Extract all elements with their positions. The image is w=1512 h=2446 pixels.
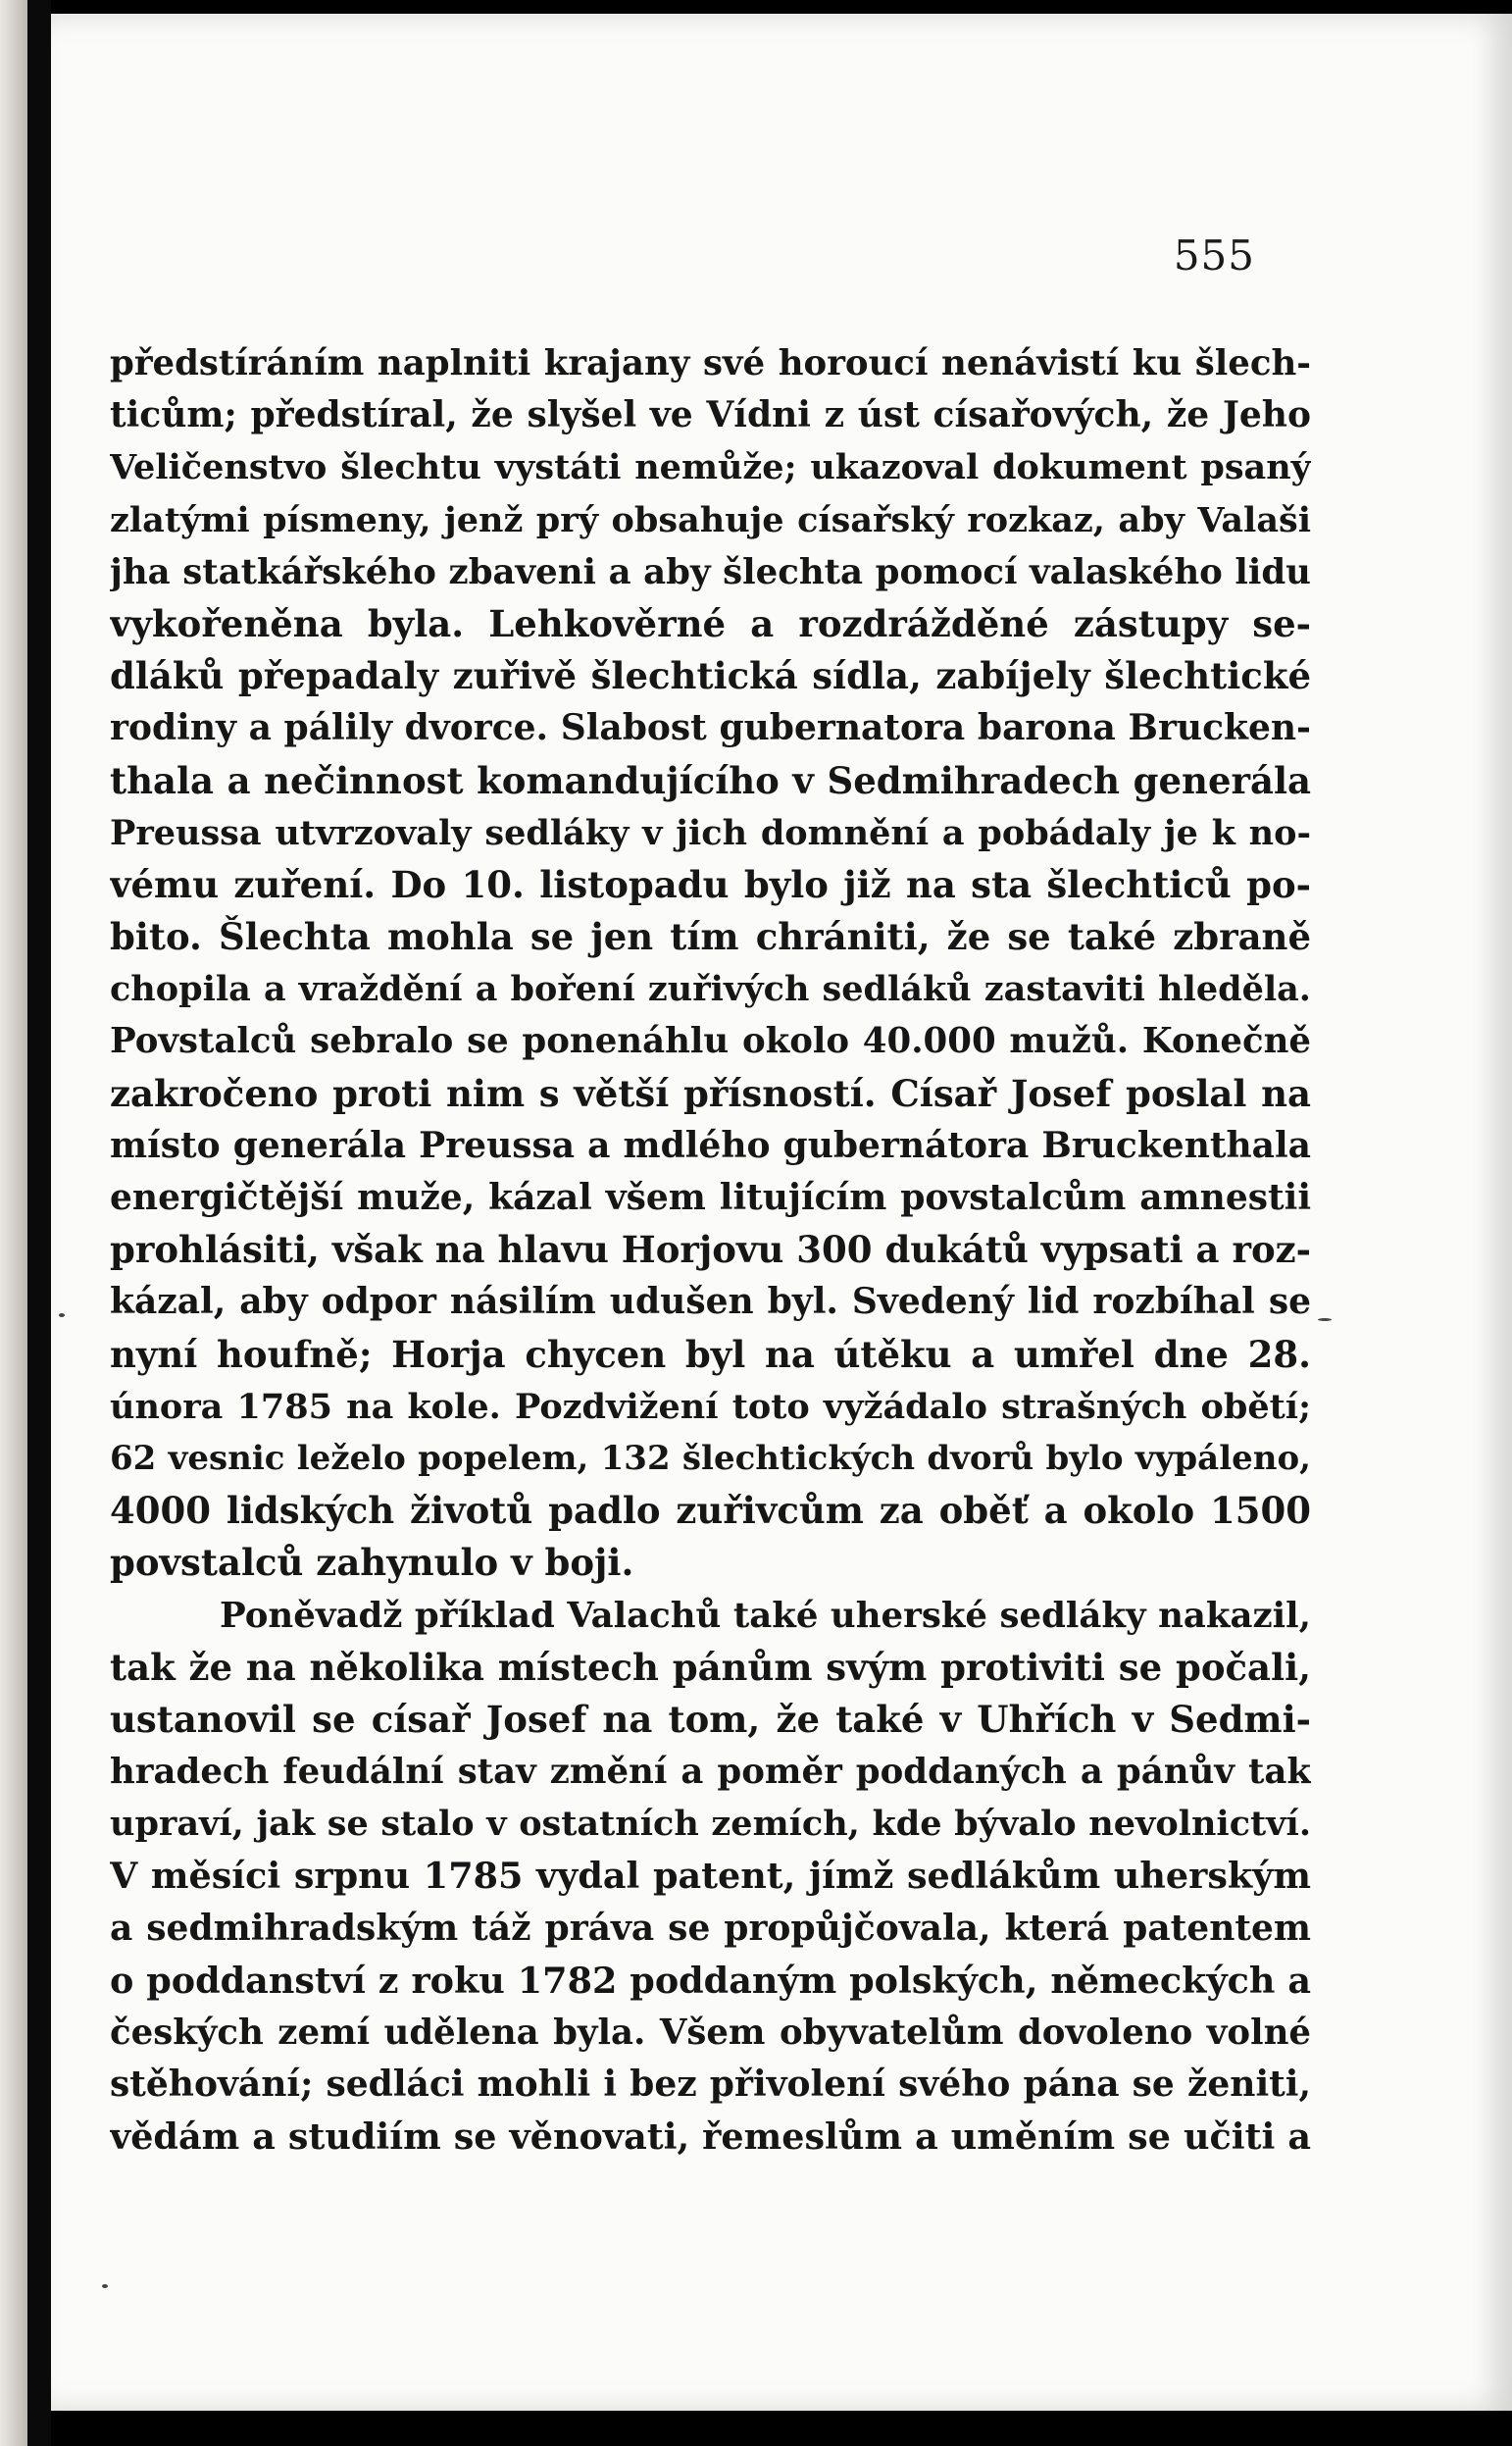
text-line: nyní houfně; Horja chycen byl na útěku a umřel dne 28. [110, 1332, 1311, 1376]
body-text [110, 337, 1311, 2164]
text-line: zakročeno proti nim s větší přísností. Císař Josef poslal na [110, 1071, 1311, 1115]
page-number: 555 [1173, 231, 1255, 280]
text-line: vykořeněna byla. Lehkověrné a rozdrážděné zástupy se- [110, 601, 1311, 645]
text-line: českých zemí udělena byla. Všem obyvatelům dovoleno volné [110, 2013, 1311, 2053]
text-line: Povstalců sebralo se ponenáhlu okolo 40.000 mužů. Konečně [110, 1021, 1311, 1062]
text-line: V měsíci srpnu 1785 vydal patent, jímž sedlákům uherským [110, 1855, 1311, 1898]
previous-page-edge [0, 0, 27, 2446]
text-line: vědám a studiím se věnovati, řemeslům a uměním se učiti a [110, 2115, 1311, 2159]
text-line: a sedmihradským táž práva se propůjčovala, která patentem [110, 1907, 1311, 1949]
text-line: kázal, aby odpor násilím udušen byl. Svedený lid rozbíhal se [110, 1281, 1311, 1323]
text-line: prohlásiti, však na hlavu Horjovu 300 dukátů vypsati a roz- [110, 1228, 1311, 1272]
text-line: stěhování; sedláci mohli i bez přivolení svého pána se ženiti, [110, 2064, 1311, 2106]
scan-speck [102, 2284, 108, 2288]
text-line: thala a nečinnost komandujícího v Sedmihradech generála [110, 758, 1311, 802]
scan-speck [1318, 1318, 1332, 1321]
text-line: zlatými písmeny, jenž prý obsahuje císařský rozkaz, aby Valaši [110, 499, 1311, 540]
text-line: vému zuření. Do 10. listopadu bylo již na sta šlechticů po- [110, 862, 1311, 906]
text-line: dláků přepadaly zuřivě šlechtická sídla, zabíjely šlechtické [110, 654, 1311, 698]
text-line: předstíráním naplniti krajany své horoucí nenávistí ku šlech- [110, 343, 1311, 383]
paragraph-end-line: povstalců zahynulo v boji. [110, 1541, 634, 1585]
text-line: Preussa utvrzovaly sedláky v jich domnění a pobádaly je k no- [110, 812, 1311, 853]
text-line: jha statkářského zbaveni a aby šlechta pomocí valaského lidu [110, 551, 1311, 592]
book-page [51, 14, 1512, 2411]
text-line: chopila a vraždění a boření zuřivých sedláků zastaviti hleděla. [110, 969, 1311, 1010]
text-line: ustanovil se císař Josef na tom, že také v Uhřích v Sedmi- [110, 1697, 1311, 1741]
text-line: místo generála Preussa a mdlého gubernátora Bruckenthala [110, 1124, 1311, 1166]
text-line: energičtější muže, kázal všem litujícím povstalcům amnestii [110, 1177, 1311, 1218]
text-line: hradech feudální stav změní a poměr poddaných a pánův tak [110, 1752, 1311, 1793]
text-line: o poddanství z roku 1782 poddaným polských, německých a [110, 1959, 1311, 2002]
scan-speck [59, 1313, 65, 1317]
text-line: února 1785 na kole. Pozdvižení toto vyžádalo strašných obětí; [110, 1386, 1311, 1427]
text-line: Veličenstvo šlechtu vystáti nemůže; ukazoval dokument psaný [110, 447, 1311, 488]
text-line: upraví, jak se stalo v ostatních zemích, kde bývalo nevolnictví. [110, 1804, 1311, 1845]
text-line: ticům; předstíral, že slyšel ve Vídni z úst císařových, že Jeho [110, 394, 1311, 436]
text-line: tak že na několika místech pánům svým protiviti se počali, [110, 1645, 1311, 1689]
text-line: rodiny a pálily dvorce. Slabost gubernatora barona Brucken- [110, 707, 1311, 749]
text-line: 62 vesnic leželo popelem, 132 šlechtických dvorů bylo vypáleno, [110, 1438, 1311, 1478]
text-line: bito. Šlechta mohla se jen tím chrániti, že se také zbraně [110, 915, 1311, 959]
paragraph-start-line: Poněvadž příklad Valachů také uherské sedláky nakazil, [220, 1595, 1311, 1636]
text-line: 4000 lidských životů padlo zuřivcům za oběť a okolo 1500 [110, 1489, 1311, 1533]
